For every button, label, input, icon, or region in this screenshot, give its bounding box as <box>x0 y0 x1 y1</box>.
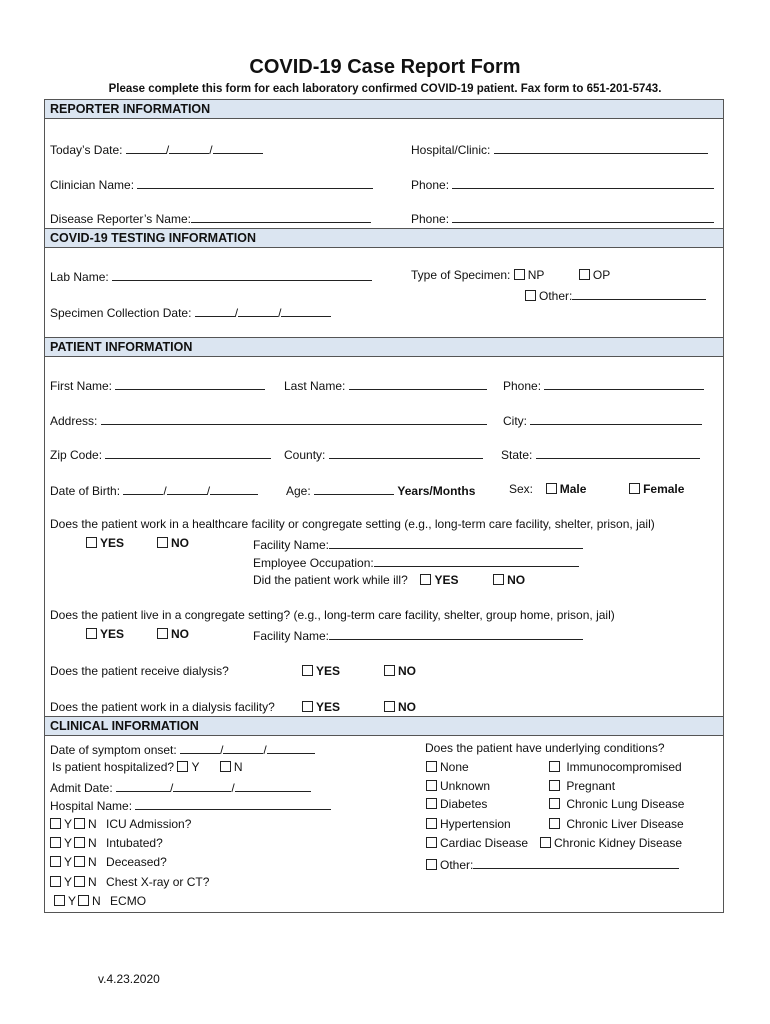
state-field[interactable] <box>501 446 700 462</box>
q-congregate: Does the patient live in a congregate setting? (e.g., long-term care facility, shelter, group home, prison, jail) <box>50 608 615 622</box>
cond-immuno-checkbox[interactable] <box>549 761 560 772</box>
cond-kidney-checkbox[interactable] <box>540 837 551 848</box>
lab-name-label: Lab Name: <box>50 270 109 284</box>
xray-n-label: N <box>88 875 97 889</box>
city-label: City: <box>503 414 527 428</box>
dialysis-no-label: NO <box>398 664 416 678</box>
congregate-no-label: NO <box>171 627 189 641</box>
cond-other-label: Other: <box>440 858 474 872</box>
cond-none-checkbox[interactable] <box>426 761 437 772</box>
healthcare-no-label: NO <box>171 536 189 550</box>
cond-unknown[interactable] <box>426 779 490 793</box>
intubated-row <box>50 836 163 850</box>
county-field[interactable] <box>284 446 483 462</box>
phone1-label: Phone: <box>411 178 450 192</box>
deceased-y-label: Y <box>64 855 73 869</box>
deceased-n-label: N <box>88 855 97 869</box>
ecmo-n-label: N <box>92 894 101 908</box>
hospitalized-n-checkbox[interactable] <box>220 761 231 772</box>
form-subtitle: Please complete this form for each laboratory confirmed COVID-19 patient. Fax form to 651-201-5743. <box>108 83 662 95</box>
clinician-field[interactable] <box>50 176 373 192</box>
cond-none-label: None <box>440 760 469 774</box>
icu-y-label: Y <box>64 817 73 831</box>
last-name-field[interactable] <box>284 377 487 393</box>
dialysis-work-yes-label: YES <box>316 700 341 714</box>
congregate-facility-field[interactable] <box>253 627 583 643</box>
first-name-label: First Name: <box>50 379 113 393</box>
cond-kidney-label: Chronic Kidney Disease <box>554 836 683 850</box>
cond-immuno-label: Immunocompromised <box>566 760 682 774</box>
healthcare-no[interactable] <box>157 536 189 550</box>
cond-immuno[interactable] <box>549 760 682 774</box>
dob-field[interactable]: Date of Birth: / / <box>50 482 258 498</box>
employee-occupation-field[interactable] <box>253 554 579 570</box>
ecmo-y-checkbox[interactable] <box>54 895 65 906</box>
congregate-yes-label: YES <box>100 627 125 641</box>
dialysis-work-no-checkbox[interactable] <box>384 701 395 712</box>
admit-date-field[interactable]: Admit Date: / / <box>50 779 311 795</box>
hospital-label: Hospital/Clinic: <box>411 143 491 157</box>
hospitalized-label: Is patient hospitalized? <box>52 760 175 774</box>
intubated-y-checkbox[interactable] <box>50 837 61 848</box>
dialysis-no-checkbox[interactable] <box>384 665 395 676</box>
specimen-type <box>411 268 610 282</box>
cond-other[interactable] <box>426 856 679 872</box>
clinician-label: Clinician Name: <box>50 178 135 192</box>
q-healthcare: Does the patient work in a healthcare facility or congregate setting (e.g., long-term care facility, shelter, prison, jail) <box>50 517 655 531</box>
dialysis-work-no-label: NO <box>398 700 416 714</box>
cond-lung-checkbox[interactable] <box>549 798 560 809</box>
q-dialysis: Does the patient receive dialysis? <box>50 664 229 678</box>
symptom-onset-label: Date of symptom onset: <box>50 743 177 757</box>
hospital-name-field[interactable] <box>50 797 331 813</box>
hospital-name-label: Hospital Name: <box>50 799 133 813</box>
cond-diabetes-checkbox[interactable] <box>426 798 437 809</box>
cond-none[interactable] <box>426 760 469 774</box>
admit-date-label: Admit Date: <box>50 781 113 795</box>
zip-label: Zip Code: <box>50 448 103 462</box>
intubated-label: Intubated? <box>106 836 163 850</box>
icu-row <box>50 817 191 831</box>
hospitalized-y-checkbox[interactable] <box>177 761 188 772</box>
cond-pregnant[interactable] <box>549 779 615 793</box>
cond-cardiac-checkbox[interactable] <box>426 837 437 848</box>
intubated-n-checkbox[interactable] <box>74 837 85 848</box>
ecmo-row <box>54 894 146 908</box>
dob-label: Date of Birth: <box>50 484 121 498</box>
first-name-field[interactable] <box>50 377 265 393</box>
hospitalized-n-label: N <box>233 760 243 774</box>
age-field[interactable] <box>286 482 475 498</box>
sex-field <box>509 482 684 496</box>
facility-name-label: Facility Name: <box>253 538 330 552</box>
xray-y-label: Y <box>64 875 73 889</box>
symptom-onset-field[interactable]: Date of symptom onset: / / <box>50 741 315 757</box>
dialysis-no[interactable] <box>384 664 416 678</box>
cond-liver-checkbox[interactable] <box>549 818 560 829</box>
collection-date-field[interactable]: Specimen Collection Date: / / <box>50 304 331 320</box>
dialysis-work-yes[interactable] <box>302 700 340 714</box>
phone1-field[interactable] <box>411 176 714 192</box>
icu-n-label: N <box>88 817 97 831</box>
cond-liver[interactable] <box>549 817 684 831</box>
cond-lung-label: Chronic Lung Disease <box>566 797 685 811</box>
years-months-label: Years/Months <box>397 484 476 498</box>
male-checkbox[interactable] <box>546 483 557 494</box>
cond-diabetes-label: Diabetes <box>440 797 488 811</box>
cond-pregnant-checkbox[interactable] <box>549 780 560 791</box>
xray-label: Chest X-ray or CT? <box>106 875 210 889</box>
facility-name-field[interactable] <box>253 536 583 552</box>
version-footer: v.4.23.2020 <box>98 972 160 986</box>
icu-label: ICU Admission? <box>106 817 192 831</box>
dialysis-yes[interactable] <box>302 664 340 678</box>
patient-phone-field[interactable] <box>503 377 704 393</box>
cond-hypertension[interactable] <box>426 817 511 831</box>
employee-occupation-label: Employee Occupation: <box>253 556 374 570</box>
cond-other-checkbox[interactable] <box>426 859 437 870</box>
deceased-row <box>50 855 167 869</box>
todays-date-field[interactable]: Today’s Date: / / <box>50 141 263 157</box>
cond-pregnant-label: Pregnant <box>566 779 616 793</box>
section-patient: PATIENT INFORMATION <box>45 337 723 357</box>
op-label: OP <box>592 268 611 282</box>
congregate-yes-checkbox[interactable] <box>86 628 97 639</box>
disease-reporter-label: Disease Reporter’s Name: <box>50 212 191 226</box>
healthcare-yes-checkbox[interactable] <box>86 537 97 548</box>
dialysis-yes-label: YES <box>316 664 341 678</box>
cond-unknown-label: Unknown <box>440 779 491 793</box>
ecmo-label: ECMO <box>110 894 147 908</box>
phone2-label: Phone: <box>411 212 450 226</box>
xray-n-checkbox[interactable] <box>74 876 85 887</box>
lab-name-field[interactable] <box>50 268 372 284</box>
deceased-y-checkbox[interactable] <box>50 856 61 867</box>
cond-unknown-checkbox[interactable] <box>426 780 437 791</box>
disease-reporter-field[interactable] <box>50 210 371 226</box>
dialysis-yes-checkbox[interactable] <box>302 665 313 676</box>
intubated-n-label: N <box>88 836 97 850</box>
icu-y-checkbox[interactable] <box>50 818 61 829</box>
patient-phone-label: Phone: <box>503 379 542 393</box>
state-label: State: <box>501 448 533 462</box>
hospitalized-field <box>52 760 243 774</box>
xray-y-checkbox[interactable] <box>50 876 61 887</box>
congregate-yes[interactable] <box>86 627 124 641</box>
cond-diabetes[interactable] <box>426 797 487 811</box>
cond-cardiac-label: Cardiac Disease <box>440 836 529 850</box>
specimen-other-label: Other: <box>539 289 573 303</box>
icu-n-checkbox[interactable] <box>74 818 85 829</box>
op-checkbox[interactable] <box>579 269 590 280</box>
form-title: COVID-19 Case Report Form <box>249 56 521 78</box>
age-label: Age: <box>286 484 311 498</box>
section-reporter: REPORTER INFORMATION <box>45 99 723 119</box>
ill-no-label: NO <box>507 573 526 587</box>
specimen-type-label: Type of Specimen: <box>411 268 511 282</box>
ill-no-checkbox[interactable] <box>493 574 504 585</box>
specimen-other[interactable] <box>525 287 706 303</box>
np-checkbox[interactable] <box>514 269 525 280</box>
cond-hypertension-label: Hypertension <box>440 817 511 831</box>
cond-liver-label: Chronic Liver Disease <box>566 817 684 831</box>
deceased-label: Deceased? <box>106 855 167 869</box>
dialysis-work-yes-checkbox[interactable] <box>302 701 313 712</box>
male-label: Male <box>559 482 587 496</box>
np-label: NP <box>527 268 545 282</box>
section-testing: COVID-19 TESTING INFORMATION <box>45 228 723 248</box>
congregate-no-checkbox[interactable] <box>157 628 168 639</box>
collection-date-label: Specimen Collection Date: <box>50 306 192 320</box>
city-field[interactable] <box>503 412 702 428</box>
female-label: Female <box>643 482 685 496</box>
dialysis-work-no[interactable] <box>384 700 416 714</box>
cond-cardiac[interactable] <box>426 836 528 850</box>
cond-hypertension-checkbox[interactable] <box>426 818 437 829</box>
cond-kidney[interactable] <box>540 836 682 850</box>
congregate-no[interactable] <box>157 627 189 641</box>
intubated-y-label: Y <box>64 836 73 850</box>
ecmo-y-label: Y <box>68 894 77 908</box>
ill-yes-label: YES <box>434 573 459 587</box>
sex-label: Sex: <box>509 482 534 496</box>
hospitalized-y-label: Y <box>191 760 200 774</box>
ill-yes-checkbox[interactable] <box>420 574 431 585</box>
phone2-field[interactable] <box>411 210 714 226</box>
hospital-field[interactable] <box>411 141 708 157</box>
work-while-ill-label: Did the patient work while ill? <box>253 573 408 587</box>
female-checkbox[interactable] <box>629 483 640 494</box>
ecmo-n-checkbox[interactable] <box>78 895 89 906</box>
specimen-other-checkbox[interactable] <box>525 290 536 301</box>
healthcare-no-checkbox[interactable] <box>157 537 168 548</box>
healthcare-yes-label: YES <box>100 536 125 550</box>
congregate-facility-label: Facility Name: <box>253 629 330 643</box>
todays-date-label: Today’s Date: <box>50 143 123 157</box>
address-label: Address: <box>50 414 98 428</box>
zip-field[interactable] <box>50 446 271 462</box>
deceased-n-checkbox[interactable] <box>74 856 85 867</box>
xray-row <box>50 875 209 889</box>
healthcare-yes[interactable] <box>86 536 124 550</box>
cond-lung[interactable] <box>549 797 684 811</box>
q-conditions: Does the patient have underlying conditions? <box>425 741 665 755</box>
address-field[interactable] <box>50 412 487 428</box>
work-while-ill <box>253 573 525 587</box>
section-clinical: CLINICAL INFORMATION <box>45 716 723 736</box>
county-label: County: <box>284 448 326 462</box>
last-name-label: Last Name: <box>284 379 346 393</box>
q-dialysis-work: Does the patient work in a dialysis facility? <box>50 700 275 714</box>
